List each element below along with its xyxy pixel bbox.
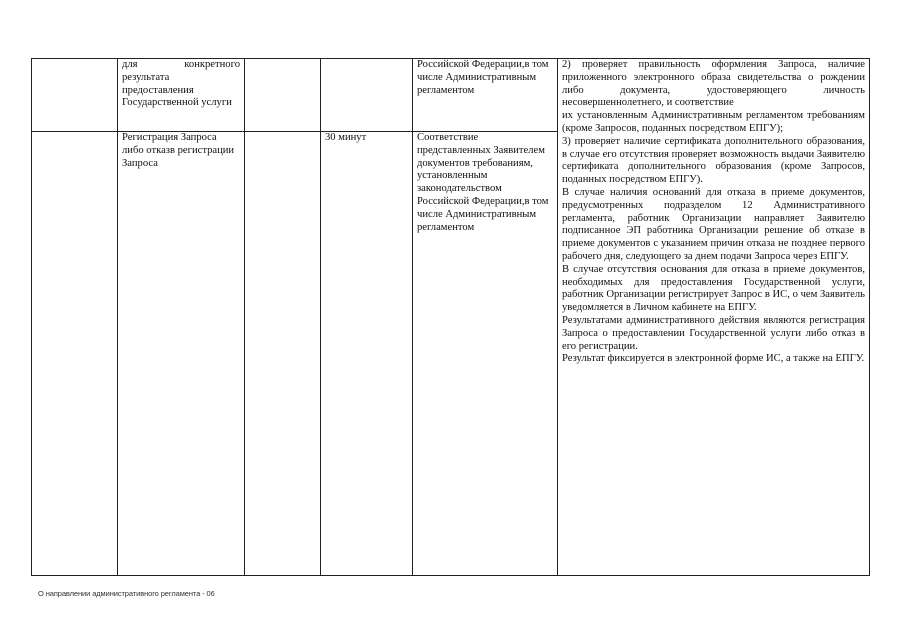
cell-text: Регистрация Запроса либо отказв регистрации Запроса — [122, 132, 235, 169]
description-paragraph: 2) проверяет правильность оформления Запроса, наличие приложенного электронного образа свидетельства о рождении либо документа, удостоверяющего личность несовершеннолетнего, и соответствие — [562, 59, 865, 109]
cell-criteria — [413, 59, 558, 132]
table-row — [32, 59, 870, 132]
description-paragraph: Результатами административного действия являются регистрация Запроса о предоставлении Государственной услуги либо отказ в его регистрации. — [562, 314, 865, 352]
cell-text: 30 минут — [325, 132, 367, 143]
description-paragraph: В случае отсутствия основания для отказа в приеме документов, необходимых для предоставления Государственной услуги, работник Организации регистрирует Запрос в ИС, о чем Заявитель уведомляется в Личном кабинете на ЕПГУ. — [562, 263, 865, 314]
description-paragraph: 3) проверяет наличие сертификата дополнительного образования, в случае его отсутствия проверяет возможность выдачи Заявителю сертификата дополнительного образования (кроме Запросов, поданных посредством ЕПГУ). — [562, 135, 865, 186]
cell-action-name — [118, 132, 245, 576]
cell-text: Российской Федерации,в том числе Административным регламентом — [417, 59, 549, 96]
cell-action-result — [118, 59, 245, 132]
table-cell-empty — [245, 59, 321, 132]
description-paragraph: их установленным Административным регламентом требованиям (кроме Запросов, поданных посредством ЕПГУ); — [562, 110, 865, 134]
table-cell-empty — [32, 59, 118, 132]
table-cell-empty — [321, 59, 413, 132]
page-footer: О направлении административного регламента - 06 — [38, 589, 215, 598]
procedure-table — [31, 58, 870, 576]
cell-text: для конкретного результата предоставления Государственной услуги — [122, 59, 240, 109]
cell-description — [558, 59, 870, 576]
description-paragraph: Результат фиксируется в электронной форме ИС, а также на ЕПГУ. — [562, 353, 865, 365]
table-cell-empty — [245, 132, 321, 576]
cell-duration — [321, 132, 413, 576]
cell-criteria — [413, 132, 558, 576]
table-cell-empty — [32, 132, 118, 576]
cell-text: Соответствие представленных Заявителем документов требованиям, установленным законодательством Российской Федерации,в том числе Административным регламентом — [417, 132, 549, 233]
description-paragraph: В случае наличия оснований для отказа в приеме документов, предусмотренных подразделом 12 Административного регламента, работник Организации направляет Заявителю подписанное ЭП работника Организации решение об отказе в приеме документов с указанием причин отказа не позднее первого рабочего дня, следующего за днем подачи Запроса через ЕПГУ. — [562, 186, 865, 262]
